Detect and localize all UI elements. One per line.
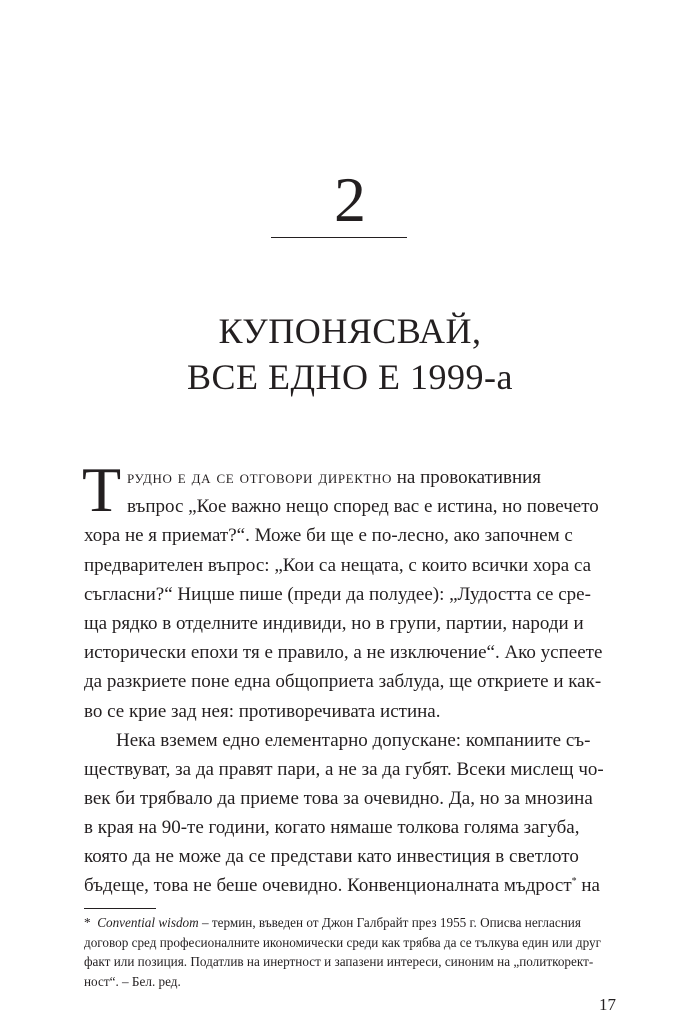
paragraph-2-line-6 (84, 871, 636, 900)
paragraph-1-line-1-rest: на провокативния (392, 467, 542, 488)
chapter-title-line-2: ВСЕ ЕДНО Е 1999-а (186, 357, 513, 397)
paragraph-1-line-7: исторически епохи тя е правило, а не изключение“. Ако успеете (84, 642, 603, 663)
paragraph-1-line-9: во се крие зад нея: противоречивата истина. (84, 701, 441, 722)
footnote-line-3: факт или позиция. Податлив на инертност и запазени интереси, синоним на „политкорект- (84, 954, 594, 969)
footnote-marker: * (84, 915, 91, 930)
footnote-divider (84, 908, 156, 909)
footnote-line-4: ност“. – Бел. ред. (84, 973, 181, 989)
chapter-divider (271, 237, 407, 238)
chapter-number: 2 (334, 164, 366, 235)
paragraph-1-line-3: хора не я приемат?“. Може би ще е по-лесно, ако започнем с (84, 525, 573, 546)
paragraph-2-line-5: която да не може да се представи като инвестиция в светлото (84, 846, 579, 867)
paragraph-2-line-6-end: на (576, 875, 600, 896)
footnote-term: Convential wisdom (97, 915, 199, 930)
paragraph-1-line-5: съгласни?“ Ницше пише (преди да полудее): „Лудостта се сре- (84, 584, 591, 605)
paragraph-2-line-1: Нека вземем едно елементарно допускане: компаниите съ- (116, 730, 591, 751)
footnote-line-2: договор сред професионалните икономически среди как трябва да се тълкува един или друг (84, 934, 602, 950)
paragraph-1-line-6: ща рядко в отделните индивиди, но в групи, партии, народи и (84, 613, 584, 634)
paragraph-2-line-4: в края на 90-те години, когато нямаше толкова голяма загуба, (84, 817, 580, 838)
footnote-line-1-rest: – термин, въведен от Джон Галбрайт през 1955 г. Описва негласния (198, 915, 581, 930)
paragraph-2-line-6-text: бъдеще, това не беше очевидно. Конвенционалната мъдрост (84, 875, 572, 896)
page-number: 17 (599, 995, 616, 1014)
lead-in-smallcaps: рудно е да се отговори директно (127, 467, 393, 488)
footnote (84, 913, 636, 991)
drop-cap: Т (82, 454, 122, 525)
paragraph-2-line-3: век би трябвало да приеме това за очевидно. Да, но за мнозина (84, 788, 593, 809)
footnote-reference: * (571, 876, 577, 887)
paragraph-1-line-4: предварителен въпрос: „Кои са нещата, с които всички хора са (84, 555, 592, 576)
paragraph-1-line-2: въпрос „Кое важно нещо според вас е истина, но повечето (127, 496, 599, 517)
chapter-title-line-1: КУПОНЯСВАЙ, (218, 311, 482, 351)
paragraph-1-line-1 (127, 463, 636, 492)
paragraph-2-line-2: ществуват, за да правят пари, а не за да губят. Всеки мислещ чо- (84, 759, 604, 780)
footnote-line-1 (84, 913, 636, 933)
paragraph-1-line-8: да разкриете поне една общоприета заблуда, ще откриете и как- (84, 671, 602, 692)
